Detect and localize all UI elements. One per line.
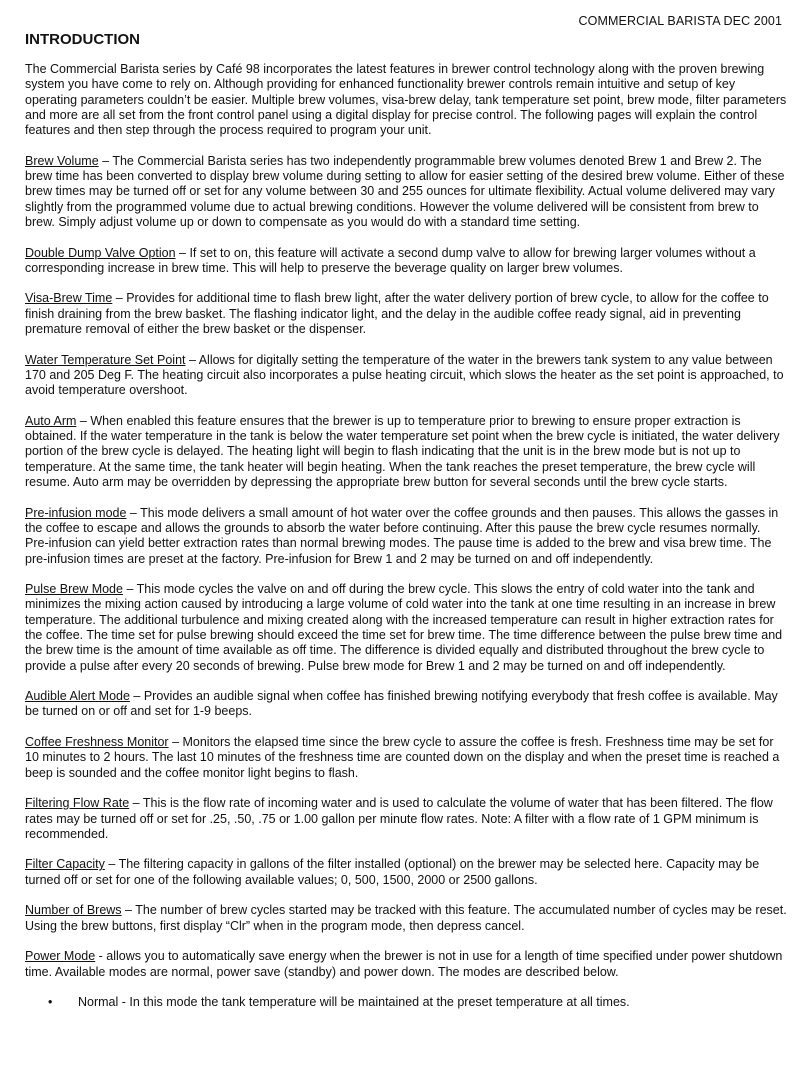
section-double-dump-valve bbox=[25, 246, 787, 277]
section-term: Pulse Brew Mode bbox=[25, 582, 123, 597]
section-term: Auto Arm bbox=[25, 413, 77, 428]
section-text: – Provides for additional time to flash brew light, after the water delivery portion of brew cycle, to allow for the coffee to finish draining from the brew basket. The flashing indicator light, and the delay in the audible coffee ready signal, aid in preventing premature removal of either the brew basket or the dispenser. bbox=[25, 291, 769, 337]
section-coffee-freshness bbox=[25, 735, 787, 781]
section-term: Coffee Freshness Monitor bbox=[25, 735, 169, 750]
page-title: INTRODUCTION bbox=[25, 31, 140, 48]
power-mode-list bbox=[25, 995, 787, 1010]
section-term: Audible Alert Mode bbox=[25, 689, 130, 704]
intro-paragraph: The Commercial Barista series by Café 98 incorporates the latest features in brewer control technology along with the proven brewing system you have come to rely on. Although providing for enhanced functionality brewer controls remain intuitive and setup of key operating parameters couldn’t be easier. Multiple brew volumes, visa-brew delay, tank temperature set point, brew mode, filter parameters and more are all set from the front control panel using a digital display for precise control. The following pages will explain the control features and then step through the process required to program your unit. bbox=[25, 62, 787, 138]
document-header-label: COMMERCIAL BARISTA DEC 2001 bbox=[578, 14, 782, 28]
bullet-icon: • bbox=[48, 995, 53, 1010]
list-item-text: Normal - In this mode the tank temperature will be maintained at the preset temperature at all times. bbox=[78, 995, 630, 1010]
section-text: – Allows for digitally setting the temperature of the water in the brewers tank system to any value between 170 and 205 Deg F. The heating circuit also incorporates a pulse heating circuit, which slows the heater as the set point is approached, to avoid temperature overshoot. bbox=[25, 352, 784, 398]
section-term: Filter Capacity bbox=[25, 857, 105, 872]
section-number-of-brews bbox=[25, 903, 787, 934]
section-text: – The number of brew cycles started may be tracked with this feature. The accumulated number of cycles may be reset. Using the brew buttons, first display “Clr” when in the program mode, then depress cancel. bbox=[25, 903, 787, 933]
section-text: – Monitors the elapsed time since the brew cycle to assure the coffee is fresh. Freshness time may be set for 10 minutes to 2 hours. The last 10 minutes of the freshness time are counted down on the display and when the preset time is reached a beep is sounded and the coffee monitor light begins to flash. bbox=[25, 735, 780, 780]
section-term: Number of Brews bbox=[25, 903, 122, 918]
section-text: – The filtering capacity in gallons of the filter installed (optional) on the brewer may be selected here. Capacity may be turned off or set for one of the following available values; 0, 500, 1500, 2000 or 2500 gallons. bbox=[25, 857, 760, 887]
section-text: – When enabled this feature ensures that the brewer is up to temperature prior to brewing to ensure proper extraction is obtained. If the water temperature in the tank is below the water temperature set point when the brew cycle is initiated, the water delivery portion of the brew cycle is delayed. The heating light will begin to flash indicating that the unit is in the brew mode but is not up to temperature. At the same time, the tank heater will begin heating. When the tank reaches the preset temperature, the brew cycle will resume. Auto arm may be overridden by depressing the appropriate brew button for several seconds until the brew cycle starts. bbox=[25, 413, 780, 490]
section-audible-alert bbox=[25, 689, 787, 720]
section-term: Filtering Flow Rate bbox=[25, 796, 130, 811]
section-text: – Provides an audible signal when coffee has finished brewing notifying everybody that fresh coffee is available. May be turned on or off and set for 1-9 beeps. bbox=[25, 689, 778, 719]
section-term: Water Temperature Set Point bbox=[25, 352, 186, 367]
section-visa-brew-time bbox=[25, 291, 787, 337]
list-item bbox=[25, 995, 787, 1010]
section-term: Brew Volume bbox=[25, 153, 99, 168]
section-text: – If set to on, this feature will activate a second dump valve to allow for brewing larger volumes without a corresponding increase in brew time. This will help to preserve the beverage quality on larger brew volumes. bbox=[25, 245, 756, 275]
section-term: Power Mode bbox=[25, 949, 96, 964]
section-text: – The Commercial Barista series has two independently programmable brew volumes denoted Brew 1 and Brew 2. The brew time has been converted to display brew volume during setting to allow for easier setting of the desired brew volume. Either of these brew times may be turned off or set for any volume between 30 and 255 ounces for ultimate flexibility. Actual volume delivered may vary slightly from the programmed volume due to actual brewing conditions. However the volume delivered will be consistent from brew to brew. Simply adjust volume up or down to compensate as you would do with a standard time setting. bbox=[25, 153, 785, 229]
section-term: Double Dump Valve Option bbox=[25, 245, 176, 260]
section-pulse-brew bbox=[25, 582, 787, 674]
section-power-mode bbox=[25, 949, 787, 980]
section-text: – This is the flow rate of incoming water and is used to calculate the volume of water that has been filtered. The flow rates may be turned off or set for .25, .50, .75 or 1.00 gallon per minute flow rates. Note: A filter with a flow rate of 1 GPM minimum is recommended. bbox=[25, 796, 773, 841]
section-filtering-flow-rate bbox=[25, 796, 787, 842]
section-term: Pre-infusion mode bbox=[25, 505, 127, 520]
section-text: - allows you to automatically save energy when the brewer is not in use for a length of time specified under power shutdown time. Available modes are normal, power save (standby) and power down. The modes are described below. bbox=[25, 949, 783, 979]
section-text: – This mode delivers a small amount of hot water over the coffee grounds and then pauses. This allows the gasses in the coffee to escape and allows the grounds to absorb the water before continuing. After this pause the brew cycle resumes normally. Pre-infusion can yield better extraction rates than normal brewing modes. The pause time is added to the brew and visa brew time. The pre-infusion times are preset at the factory. Pre-infusion for Brew 1 and 2 may be turned on and off independently. bbox=[25, 505, 779, 566]
document-body bbox=[25, 62, 787, 1010]
section-auto-arm bbox=[25, 414, 787, 490]
section-text: – This mode cycles the valve on and off during the brew cycle. This slows the entry of cold water into the tank and minimizes the mixing action caused by introducing a large volume of cold water into the tank at one time resulting in an increase in brew temperature. The additional turbulence and mixing created along with the increased temperature can result in higher extraction rates for the coffee. The time set for pulse brewing should exceed the time set for brew time. The time difference between the pulse brew time and the brew time is the amount of time available as off time. The difference is divided equally and distributed throughout the brew cycle to provide a pulse after every 20 seconds of brewing. Pulse brew mode for Brew 1 and 2 may be turned on and off independently. bbox=[25, 582, 783, 673]
section-pre-infusion bbox=[25, 506, 787, 567]
section-term: Visa-Brew Time bbox=[25, 291, 113, 306]
section-water-temperature bbox=[25, 353, 787, 399]
section-brew-volume bbox=[25, 154, 787, 230]
section-filter-capacity bbox=[25, 857, 787, 888]
